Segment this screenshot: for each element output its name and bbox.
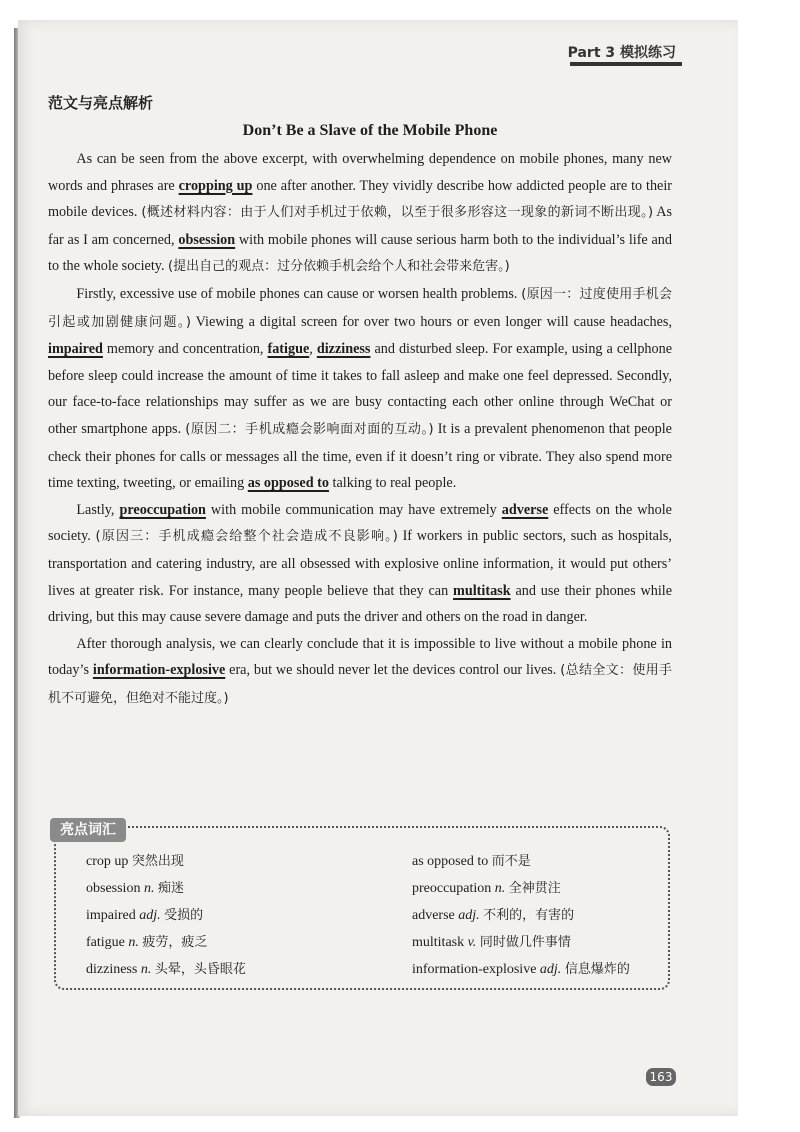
- essay-paragraph: [48, 281, 672, 497]
- essay-paragraph: [48, 497, 672, 631]
- essay-text: ,: [309, 341, 317, 358]
- vocabulary-item: [412, 875, 672, 902]
- essay-body: [48, 146, 672, 712]
- highlighted-term: as opposed to: [247, 475, 329, 492]
- vocabulary-meaning: 信息爆炸的: [564, 962, 630, 977]
- vocabulary-word: preoccupation: [412, 881, 492, 896]
- vocabulary-item: [86, 848, 386, 875]
- vocabulary-word: multitask: [412, 935, 465, 950]
- essay-text: and use their phones while driving, but this may cause severe damage and puts the driver and others on the road in danger.: [48, 582, 673, 626]
- vocabulary-label: 亮点词汇: [50, 818, 126, 842]
- vocabulary-column-left: [86, 848, 386, 983]
- highlighted-term: dizziness: [316, 341, 371, 358]
- highlighted-term: information-explosive: [92, 662, 226, 679]
- vocabulary-meaning: 不利的，有害的: [483, 908, 575, 923]
- vocabulary-meaning: 痴迷: [157, 881, 184, 896]
- essay-text: era, but we should never let the devices control our lives.: [225, 662, 561, 679]
- chinese-annotation: (概述材料内容：由于人们对手机过于依赖，以至于很多形容这一现象的新词不断出现。): [141, 205, 654, 221]
- part-of-speech: n.: [143, 881, 155, 896]
- essay-text: Viewing a digital screen for over two hours or even longer will cause headaches,: [190, 313, 672, 330]
- running-header: Part 3 模拟练习: [567, 45, 676, 61]
- highlighted-term: cropping up: [178, 177, 253, 194]
- highlighted-term: adverse: [501, 501, 549, 518]
- vocabulary-meaning: 而不是: [491, 854, 531, 869]
- vocabulary-box: [54, 822, 670, 990]
- vocabulary-word: adverse: [412, 908, 455, 923]
- vocabulary-meaning: 突然出现: [131, 854, 184, 869]
- part-of-speech: adj.: [139, 908, 161, 923]
- chinese-annotation: (原因一：过度使用手机会引起或加剧健康问题。): [48, 286, 672, 330]
- essay-text: and disturbed sleep. For example, using a cellphone before sleep could increase the amount of time it takes to fall asleep and make one feel depressed. Secondly, our face-to-face relationships may suffer as we are busy contacting each other online through WeChat or other smartphone apps.: [48, 341, 672, 437]
- part-of-speech: n.: [494, 881, 506, 896]
- part-of-speech: adj.: [458, 908, 480, 923]
- essay-paragraph: [48, 631, 672, 713]
- essay-text: Lastly,: [76, 501, 120, 518]
- vocabulary-item: [86, 875, 386, 902]
- part-of-speech: adj.: [539, 962, 562, 977]
- vocabulary-meaning: 头晕，头昏眼花: [154, 962, 246, 977]
- highlighted-term: preoccupation: [119, 501, 206, 518]
- essay-text: It is a prevalent phenomenon that people check their phones for calls or messages all the time, even if it doesn’t ring or vibrate. They also spend more time texting, tweeting, or emailing: [48, 420, 672, 492]
- page-number: 163: [646, 1068, 676, 1086]
- essay-text: After thorough analysis, we can clearly conclude that it is impossible to live without a mobile phone in today’s: [48, 635, 672, 679]
- chinese-annotation: (原因三：手机成瘾会给整个社会造成不良影响。): [95, 529, 398, 545]
- essay-text: with mobile communication may have extremely: [205, 501, 502, 518]
- essay-text: As far as I am concerned,: [48, 204, 672, 248]
- part-of-speech: n.: [140, 962, 152, 977]
- essay-title: Don’t Be a Slave of the Mobile Phone: [242, 122, 498, 139]
- vocabulary-item: [412, 929, 672, 956]
- part-of-speech: n.: [128, 935, 139, 950]
- vocabulary-item: [412, 848, 672, 875]
- essay-text: memory and concentration,: [102, 341, 268, 358]
- essay-text: Firstly, excessive use of mobile phones can cause or worsen health problems.: [76, 285, 522, 302]
- vocabulary-meaning: 受损的: [164, 908, 204, 923]
- vocabulary-item: [412, 902, 672, 929]
- vocabulary-word: fatigue: [86, 935, 125, 950]
- essay-text: effects on the whole society.: [48, 501, 672, 545]
- chinese-annotation: (总结全文：使用手机不可避免，但绝对不能过度。): [48, 663, 673, 706]
- highlighted-term: obsession: [178, 231, 236, 248]
- highlighted-term: fatigue: [267, 341, 310, 358]
- highlighted-term: multitask: [453, 582, 511, 599]
- highlighted-term: impaired: [48, 341, 103, 358]
- essay-text: with mobile phones will cause serious harm both to the individual’s life and to the whole society.: [48, 231, 672, 275]
- vocabulary-word: dizziness: [86, 962, 138, 977]
- chinese-annotation: (提出自己的观点：过分依赖手机会给个人和社会带来危害。): [168, 259, 510, 275]
- vocabulary-item: [86, 956, 386, 983]
- essay-text: one after another. They vividly describe how addicted people are to their mobile devices.: [48, 177, 673, 221]
- part-of-speech: v.: [467, 935, 477, 950]
- vocabulary-item: [412, 956, 672, 983]
- vocabulary-word: obsession: [86, 881, 141, 896]
- vocabulary-item: [86, 902, 386, 929]
- section-title: 范文与亮点解析: [48, 94, 154, 112]
- vocabulary-meaning: 疲劳，疲乏: [142, 935, 208, 950]
- essay-text: If workers in public sectors, such as hospitals, transportation and catering industry, are all obsessed with explosive online information, it would put others’ lives at greater risk. For instance, many people believe that they can: [48, 528, 672, 599]
- essay-text: As can be seen from the above excerpt, with overwhelming dependence on mobile phones, many new words and phrases are: [48, 151, 672, 194]
- vocabulary-item: [86, 929, 386, 956]
- essay-paragraph: [48, 146, 672, 281]
- vocabulary-word: impaired: [86, 908, 136, 923]
- vocabulary-word: information-explosive: [412, 962, 537, 977]
- header-rule: [570, 62, 682, 66]
- vocabulary-meaning: 全神贯注: [508, 881, 561, 896]
- essay-text: talking to real people.: [328, 475, 457, 492]
- vocabulary-meaning: 同时做几件事情: [479, 935, 571, 950]
- vocabulary-word: as opposed to: [412, 854, 489, 869]
- vocabulary-column-right: [412, 848, 672, 983]
- vocabulary-word: crop up: [86, 854, 129, 869]
- chinese-annotation: (原因二：手机成瘾会影响面对面的互动。): [185, 421, 434, 437]
